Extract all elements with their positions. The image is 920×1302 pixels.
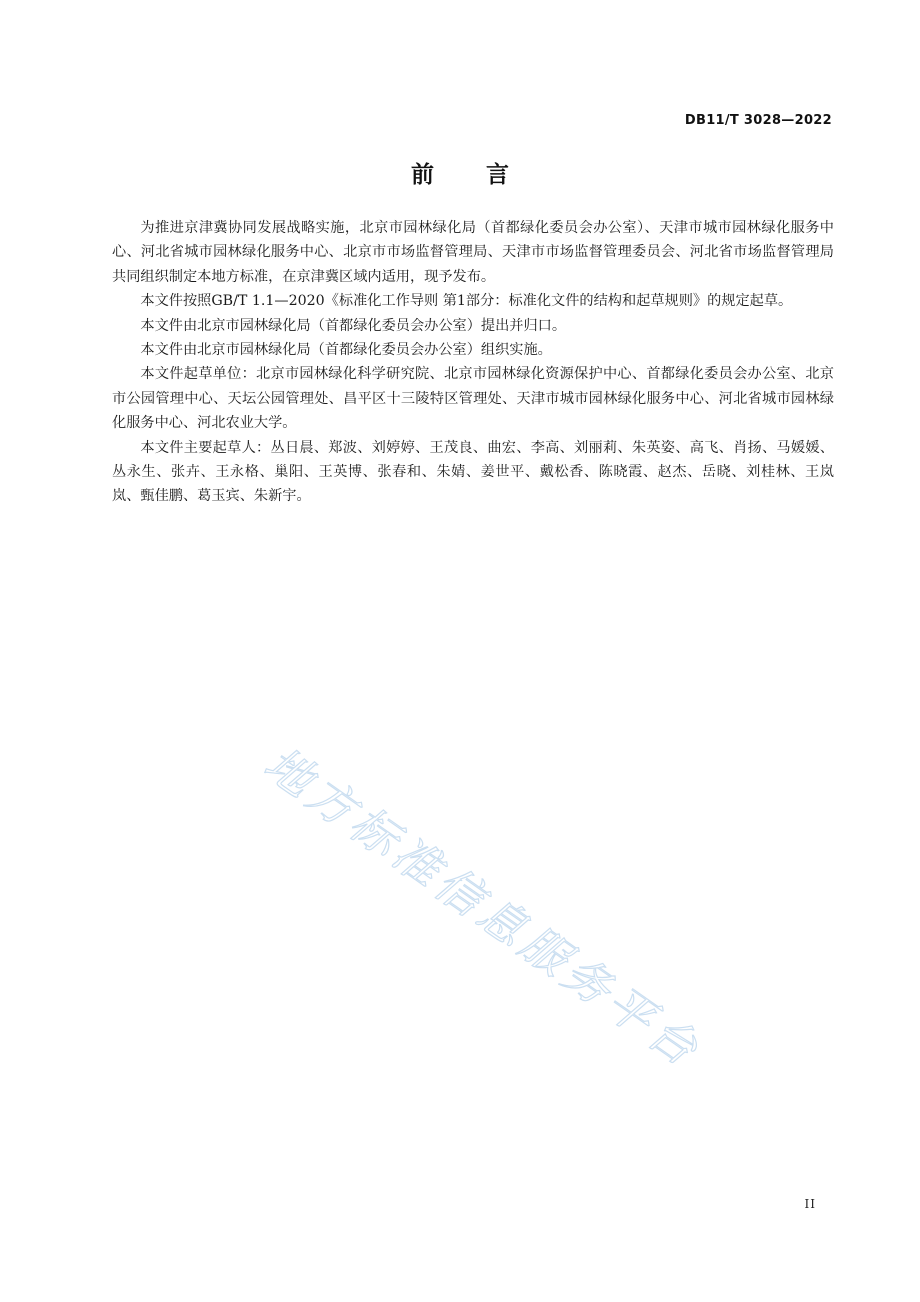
paragraph-drafters: 本文件主要起草人：丛日晨、郑波、刘婷婷、王茂良、曲宏、李高、刘丽莉、朱英姿、高飞、肖扬、马媛媛、丛永生、张卉、王永格、巢阳、王英博、张春和、朱婧、姜世平、戴松香、陈晓霞、赵杰、岳晓、刘桂林、王岚岚、甄佳鹏、葛玉宾、朱新宇。 xyxy=(112,439,834,505)
paragraph-drafting-rules: 本文件按照GB/T 1.1—2020《标准化工作导则 第1部分：标准化文件的结构和起草规则》的规定起草。 xyxy=(140,293,793,310)
document-number: DB11/T 3028—2022 xyxy=(684,113,832,128)
page-title: 前言 xyxy=(411,162,561,188)
paragraph-drafting-units: 本文件起草单位：北京市园林绿化科学研究院、北京市园林绿化资源保护中心、首都绿化委员会办公室、北京市公园管理中心、天坛公园管理处、昌平区十三陵特区管理处、天津市城市园林绿化服务中心、河北省城市园林绿化服务中心、河北农业大学。 xyxy=(112,366,834,432)
page-number: II xyxy=(804,1197,816,1211)
paragraph-implementer: 本文件由北京市园林绿化局（首都绿化委员会办公室）组织实施。 xyxy=(140,342,552,359)
paragraph-purpose: 为推进京津冀协同发展战略实施，北京市园林绿化局（首都绿化委员会办公室）、天津市城市园林绿化服务中心、河北省城市园林绿化服务中心、北京市市场监督管理局、天津市市场监督管理委员会、河北省市场监督管理局共同组织制定本地方标准，在京津冀区域内适用，现予发布。 xyxy=(112,220,834,285)
watermark-text: 地方标准信息服务平台 xyxy=(254,736,712,1079)
foreword-body xyxy=(112,216,834,509)
paragraph-proposer: 本文件由北京市园林绿化局（首都绿化委员会办公室）提出并归口。 xyxy=(140,317,567,334)
